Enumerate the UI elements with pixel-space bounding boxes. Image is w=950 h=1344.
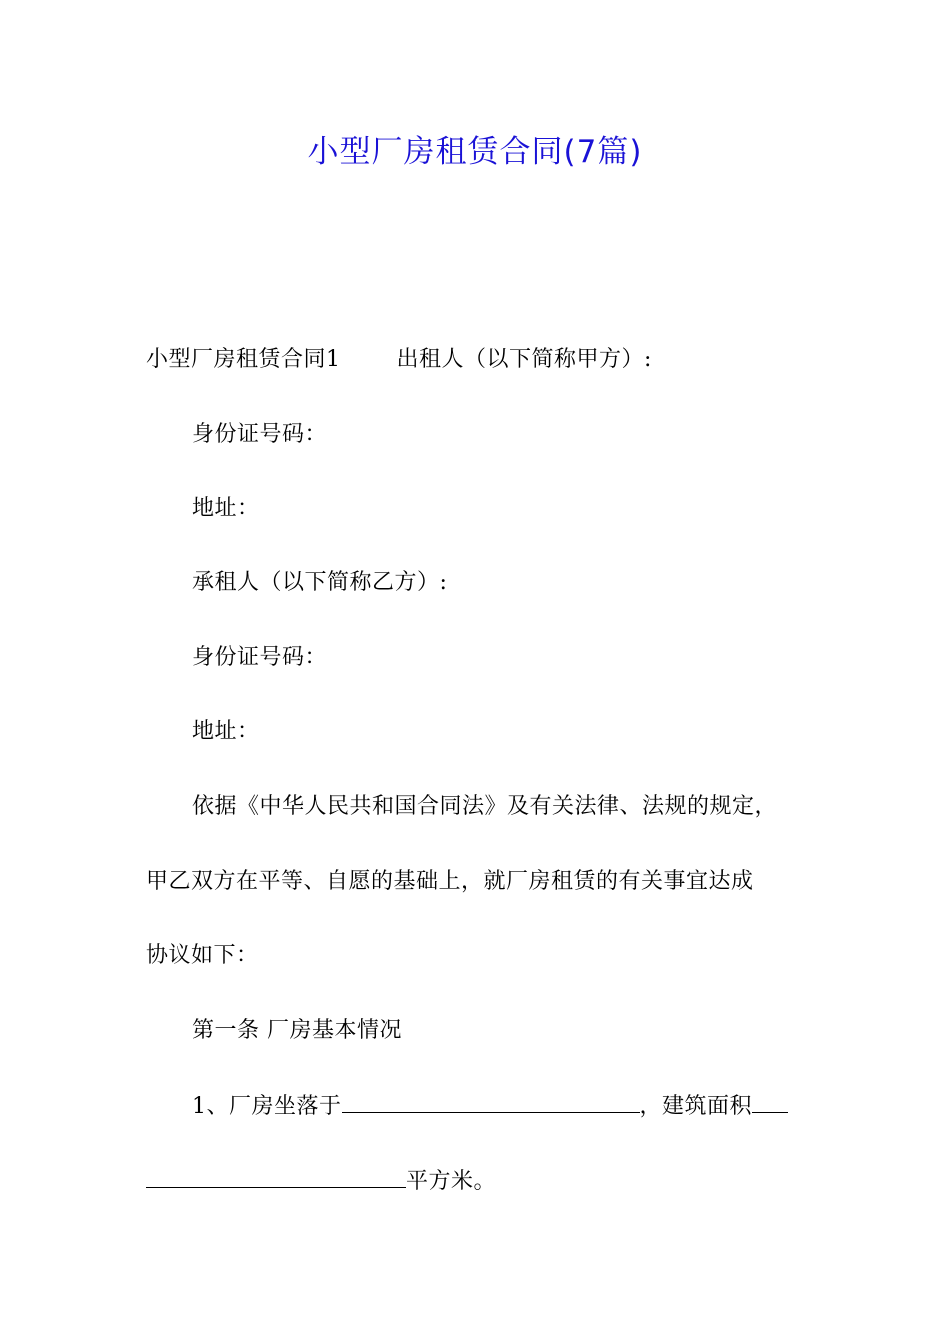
item-1-line-1 xyxy=(192,1090,788,1123)
document-title: 小型厂房租赁合同(7篇) xyxy=(307,134,643,170)
contract-heading-line xyxy=(146,344,652,376)
basis-paragraph-line-3: 协议如下： xyxy=(146,943,259,968)
item-1-area-unit: 平方米。 xyxy=(406,1169,497,1194)
item-1-area-label: ，建筑面积 xyxy=(639,1094,753,1119)
area-blank-continued[interactable] xyxy=(146,1165,406,1188)
location-blank[interactable] xyxy=(342,1090,640,1113)
article-1-title: 第一条 厂房基本情况 xyxy=(192,1018,402,1043)
contract-number-heading: 小型厂房租赁合同1 xyxy=(146,347,341,372)
lessee-address-label: 地址： xyxy=(192,719,260,744)
lessee-id-label: 身份证号码： xyxy=(192,645,328,670)
lessor-id-label: 身份证号码： xyxy=(192,422,328,447)
item-1-line-2 xyxy=(146,1165,496,1198)
area-blank-start[interactable] xyxy=(752,1090,788,1113)
lessor-label: 出租人（以下简称甲方）: xyxy=(396,347,652,372)
basis-paragraph-line-1: 依据《中华人民共和国合同法》及有关法律、法规的规定， xyxy=(192,794,778,819)
basis-paragraph-line-2: 甲乙双方在平等、自愿的基础上，就厂房租赁的有关事宜达成 xyxy=(146,869,754,894)
lessee-label: 承租人（以下简称乙方）: xyxy=(192,570,448,595)
lessor-address-label: 地址： xyxy=(192,496,260,521)
item-1-location-label: 1、厂房坐落于 xyxy=(192,1094,342,1119)
